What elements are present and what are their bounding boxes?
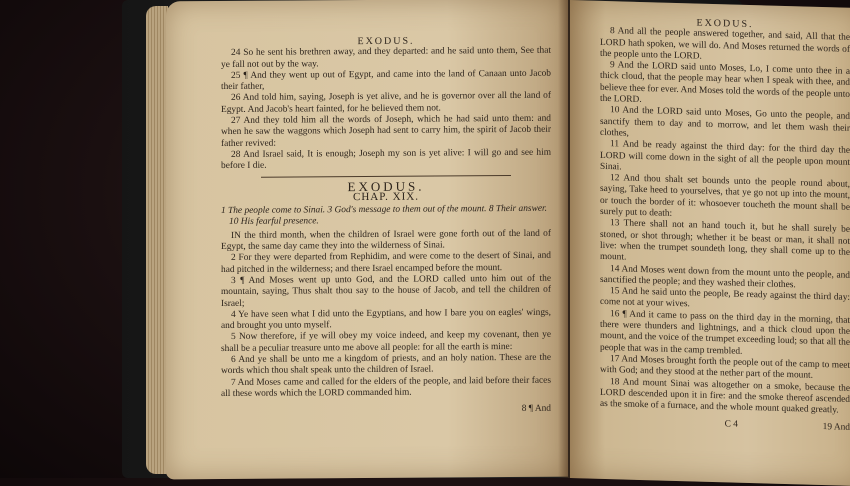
verse: 13 There shall not an hand touch it, but he shall surely be stoned, or shot through; whether it be beast or man, it shall not live: when the trumpet soundeth long, they shall come up to the mount. (600, 218, 850, 263)
verse: 15 And he said unto the people, Be ready against the third day: come not at your wives. (600, 286, 850, 310)
verse: 11 And be ready against the third day: for the third day the LORD will come down in the sight of all the people upon mount Sinai. (600, 139, 850, 173)
verse: 26 And told him, saying, Joseph is yet alive, and he is governor over all the land of Egypt. And Jacob's heart fainted, for he believed them not. (221, 91, 551, 115)
verse: 4 Ye have seen what I did unto the Egyptians, and how I bare you on eagles' wings, and brought you unto myself. (221, 307, 551, 332)
left-page-text (221, 35, 551, 418)
verse: 2 For they were departed from Rephidim, and were come to the desert of Sinai, and had pitched in the wilderness; and there Israel encamped before the mount. (221, 251, 551, 275)
verse: 25 ¶ And they went up out of Egypt, and came into the land of Canaan unto Jacob their father, (221, 68, 551, 93)
page-footer-right (600, 416, 850, 434)
verse: 6 And ye shall be unto me a kingdom of priests, and an holy nation. These are the words which thou shalt speak unto the children of Israel. (221, 352, 551, 377)
verse: 16 ¶ And it came to pass on the third day in the morning, that there were thunders and lightnings, and a thick cloud upon the mount, and the voice of the trumpet exceeding loud; so that all the people that was in the camp trembled. (600, 308, 850, 357)
page-edges-left (146, 6, 168, 474)
catchword: 19 And (822, 422, 850, 434)
verse: IN the third month, when the children of Israel were gone forth out of the land of Egypt, the same day came they into the wilderness of Sinai. (221, 228, 551, 253)
chapter-heading: CHAP. XIX. (353, 190, 419, 203)
right-page-text (600, 15, 850, 435)
verse: 17 And Moses brought forth the people out of the camp to meet with God; and they stood at the nether part of the mount. (600, 354, 850, 381)
verse: 5 Now therefore, if ye will obey my voice indeed, and keep my covenant, then ye shall be a peculiar treasure unto me above all people: for all the earth is mine: (221, 330, 551, 354)
verse: 10 And the LORD said unto Moses, Go unto the people, and sanctify them to day and to morrow, and let them wash their clothes, (600, 105, 850, 139)
chapter-summary: 1 The people come to Sinai. 3 God's message to them out of the mount. 8 Their answer. 10 His fearful presence. (221, 203, 547, 228)
open-book (138, 0, 850, 478)
verse: 27 And they told him all the words of Joseph, which he had said unto them: and when he saw the waggons which Joseph had sent to carry him, the spirit of Jacob their father revived: (221, 113, 551, 149)
divider (261, 175, 511, 178)
verse: 28 And Israel said, It is enough; Joseph my son is yet alive: I will go and see him before I die. (221, 147, 551, 172)
verse: 14 And Moses went down from the mount unto the people, and sanctified the people; and they washed their clothes. (600, 263, 850, 291)
verse: 18 And mount Sinai was altogether on a smoke, because the LORD descended upon it in fire: and the smoke thereof ascended as the smoke of a furnace, and the whole mount quaked greatly. (600, 376, 850, 416)
left-page (166, 0, 568, 479)
verse: 3 ¶ And Moses went up unto God, and the LORD called unto him out of the mountain, saying, Thus shalt thou say to the house of Jacob, and tell the children of Israel; (221, 273, 551, 309)
verse: 7 And Moses came and called for the elders of the people, and laid before their faces all these words which the LORD commanded him. (221, 375, 551, 399)
running-header-left: EXODUS. (357, 35, 415, 48)
running-header-right: EXODUS. (696, 17, 754, 31)
verse: 12 And thou shalt set bounds unto the people round about, saying, Take heed to yourselves, that ye go not up into the mount, or touch the border of it: whosoever toucheth the mount shall be surely put to death: (600, 173, 850, 219)
page-footer-left (221, 404, 551, 418)
catchword: 8 ¶ And (521, 403, 551, 415)
verse: 8 And all the people answered together, and said, All that the LORD hath spoken, we will do. And Moses returned the words of the people unto the LORD. (600, 26, 850, 62)
right-page (570, 0, 850, 486)
book-title: EXODUS. (347, 178, 425, 194)
verse: 24 So he sent his brethren away, and they departed: and he said unto them, See that ye fall not out by the way. (221, 46, 551, 70)
signature-mark: C 4 (724, 419, 738, 431)
verse: 9 And the LORD said unto Moses, Lo, I come unto thee in a thick cloud, that the people may hear when I speak with thee, and believe thee for ever. And Moses told the words of the people unto the LORD. (600, 60, 850, 106)
